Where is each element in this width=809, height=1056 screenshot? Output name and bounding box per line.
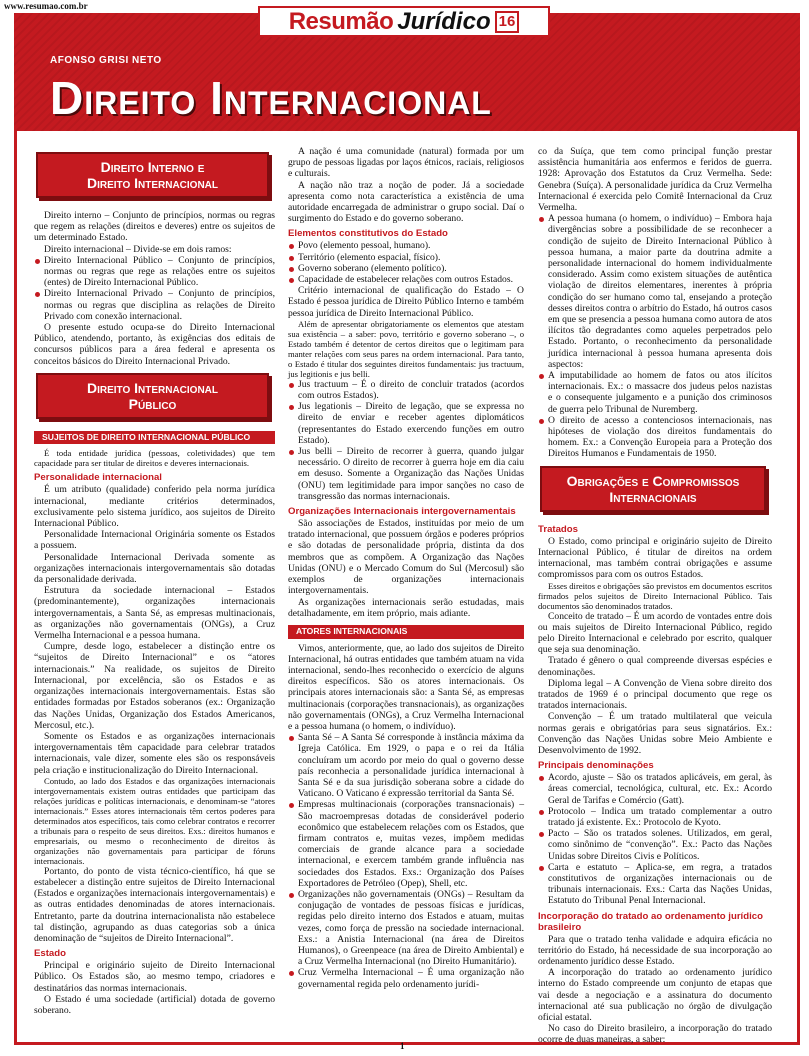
list-item: Cruz Vermelha Internacional – É uma organização não governamental regida pelo ordenamento jurídi- [288,967,524,989]
red-heading: Elementos constitutivos do Estado [288,228,448,240]
paragraph: Direito internacional – Divide-se em dois ramos: [44,243,232,255]
column-1 [34,146,275,1016]
paragraph: co da Suíça, que tem como principal função prestar assistência humanitária aos enfermos e feridos de guerra. 1928: Aprovação dos Estatutos da Cruz Vermelha. Sede: Genebra (Suíça). A personalidade jurídica da Cruz Vermelha Internacional é exercida pelo Comitê Internacional da Cruz Vermelha. [538,146,772,214]
paragraph: Cumpre, desde logo, estabelecer a distinção entre os “sujeitos de Direito Internacional” e os “atores internacionais.” Na realidade, os sujeitos de Direito Internacional, por excelência, são os Estados e as organizações internacionais intergovernamentais. Estas são entidades formadas por Estados soberanos (ex.: Organização das Nações Unidas, Organização dos Estados Americanos, Mercosul, etc.). [34,641,275,731]
list-item: Direito Internacional Privado – Conjunto de princípios, normas ou regras que disciplina as relações de Direito Privado com conexão internacional. [34,288,275,322]
paragraph: Somente os Estados e as organizações internacionais intergovernamentais têm capacidade para celebrar tratados internacionais, vale dizer, somente eles são os responsáveis pela criação e institucionalização do Direito Internacional. [34,730,275,776]
heading-line: Direito Internacional [86,175,219,191]
heading-line: Obrigações e Compromissos [566,472,740,489]
paragraph: Portanto, do ponto de vista técnico-científico, há que se estabelecer a distinção entre sujeitos de Direito Internacional (Estados e organizações internacionais intergovernamentais) e as outras entidades denominadas de atores internacionais. Entretanto, parte da doutrina internacionalista não estabelece tal distinção, agrupando as duas categorias sob a única denominação de “sujeitos de Direito Internacional”. [34,865,275,944]
list-item: Povo (elemento pessoal, humano). [288,240,524,251]
site-url[interactable]: www.resumao.com.br [4,1,88,11]
paragraph: Personalidade Internacional Originária somente os Estados a possuem. [34,529,275,552]
paragraph: É toda entidade jurídica (pessoas, coletividades) que tem capacidade para ser titular de direitos e deveres internacionais. [34,448,275,469]
list-item: Direito Internacional Público – Conjunto de princípios, normas ou regras que rege as relações entre os sujeitos (entes) de Direito Internacional Público. [34,255,275,289]
paragraph: As organizações internacionais serão estudadas, mais detalhadamente, em item próprio, mais adiante. [288,596,524,619]
list-item: A pessoa humana (o homem, o indivíduo) – Embora haja divergências sobre a possibilidade de se reconhecer a condição de sujeito de Direito Internacional Público à pessoa humana, a maior parte da doutrina admite a personalidade internacional do homem individualmente considerado. Assim como existem situações de autêntica violação de direitos elementares, inerentes à própria condição do ser humano como tal, ensejando a proteção desses direitos contra o arbítrio do Estado, há outros casos em que se presencia a pessoa humana como autora de atos ilícitos tão degradantes como aqueles perpetrados pelo Estado. Portanto, o reconhecimento da personalidade jurídica internacional à pessoa humana apresenta dois aspectos: [538,213,772,370]
bullet-list [538,772,772,906]
paragraph: Convenção – É um tratado multilateral que veicula normas gerais e obrigatórias para seus signatários. Ex.: Convenção das Nações Unidas sobre Meio Ambiente e Desenvolvimento de 1992. [538,711,772,756]
list-item: Território (elemento espacial, físico). [288,252,524,263]
list-item: Jus legationis – Direito de legação, que se expressa no direito de enviar e receber agentes diplomáticos (representantes do Estado exercendo funções em outro Estado). [288,401,524,446]
column-3 [538,146,772,1046]
paragraph: A nação não traz a noção de poder. Já a sociedade apresenta como nota característica a existência de uma autoridade encarregada de administrar o grupo social. Daí o surgimento do Estado e do governo soberano. [288,179,524,225]
bullet-list [538,213,772,459]
list-item: Governo soberano (elemento político). [288,263,524,274]
paragraph: Estrutura da sociedade internacional – Estados (predominantemente), organizações internacionais intergovernamentais, a Santa Sé, as empresas multinacionais, as organizações não governamentais (ONGs), a Cruz Vermelha Internacional e a pessoa humana. [34,585,275,642]
paragraph: O presente estudo ocupa-se do Direito Internacional Público, atendendo, portanto, às exigências dos editais de concursos públicos para a área federal e apresenta os conceitos básicos do Direito Internacional Privado. [34,322,275,367]
issue-number: 16 [495,11,520,33]
paragraph: Direito interno – Conjunto de princípios, normas ou regras que regem as relações (direitos e deveres) entre os sujeitos de um determinado Estado. [34,210,275,244]
paragraph: Para que o tratado tenha validade e adquira eficácia no território do Estado, há necessidade de sua incorporação ao ordenamento jurídico desse Estado. [538,933,772,967]
paragraph: Além de apresentar obrigatoriamente os elementos que atestam sua existência – a saber: povo, território e governo soberano –, o Estado também é detentor de certos direitos que o legitimam para manter relações com seus pares na ordem internacional. Para tanto, o Estado é titular dos seguintes direitos fundamentais: jus tractuum, jus legitionis e jus belli. [288,318,524,379]
heading-line: Internacionais [609,488,697,505]
bullet-list [288,240,524,285]
paragraph: São associações de Estados, instituídas por meio de um tratado internacional, que possuem órgãos e poderes próprios e são dotadas de personalidade própria, distinta da dos membros que as compõem. A Organização das Nações Unidas (ONU) e o Mercado Comum do Sul (Mercosul) são exemplos de organizações internacionais intergovernamentais. [288,518,524,597]
red-heading: Personalidade internacional [34,472,162,484]
paragraph: O Estado é uma sociedade (artificial) dotada de governo soberano. [34,993,275,1016]
heading-line: Direito Internacional [86,379,219,396]
paragraph: Contudo, ao lado dos Estados e das organizações internacionais intergovernamentais existem outras entidades que participam das relações jurídicas e políticas internacionais, e denominam-se “atores internacionais.” Esses atores internacionais têm certos poderes para determinados atos específicos, tais como celebrar contratos e recorrer a tribunais para o respeito de seus direitos. Exs.: direitos humanos e empresariais, ou mesmo o reconhecimento de direitos às organizações não governamentais para participar de fóruns internacionais. [34,775,275,866]
paragraph: Conceito de tratado – É um acordo de vontades entre dois ou mais sujeitos de Direito Internacional Público, regido pelo Direito Internacional e celebrado por escrito, qualquer que seja sua denominação. [538,610,772,656]
list-item: Empresas multinacionais (corporações transnacionais) – São macroempresas dotadas de considerável poderio econômico que estabelecem relações com os Estados, que firmam contratos e, muitas vezes, impõem medidas comerciais de grande alcance para a sociedade internacional, e exercem também grande influência nas sociedades dos Estados. Exs.: Organização dos Países Exportadores de Petróleo (Opep), Shell, etc. [288,799,524,889]
brand-logo [258,6,550,37]
list-item: Acordo, ajuste – São os tratados aplicáveis, em geral, às áreas comercial, tecnológica, cultural, etc. Ex.: Acordo Geral de Tarifas e Comércio (Gatt). [538,772,772,806]
bullet-list [288,379,524,502]
paragraph: Principal e originário sujeito de Direito Internacional Público. Os Estados são, ao mesmo tempo, criadores e destinatários das normas internacionais. [34,960,275,994]
brand-word-1: Resumão [288,7,394,35]
paragraph: Personalidade Internacional Derivada somente as organizações internacionais intergovernamentais são dotadas da personalidade derivada. [34,551,275,586]
author-name: AFONSO GRISI NETO [50,55,162,66]
list-item: Santa Sé – A Santa Sé corresponde à instância máxima da Igreja Católica. Em 1929, o papa e o rei da Itália concluíram um acordo por meio do qual o governo desse país reconhecia a personalidade jurídica internacional à Santa Sé e da sua jurisdição soberana sobre a cidade do Vaticano. O Vaticano é expressão territorial da Santa Sé. [288,732,524,799]
list-item: A imputabilidade ao homem de fatos ou atos ilícitos internacionais. Ex.: o massacre dos judeus pelos nazistas e o consequente julgamento e a punição dos criminosos de guerra pelo Tribunal de Nuremberg. [538,370,772,415]
subsection-bar: ATORES INTERNACIONAIS [288,625,524,639]
bullet-list [34,255,275,322]
list-item: Protocolo – Indica um tratado complementar a outro tratado já existente. Ex.: Protocolo de Kyoto. [538,806,772,828]
section-heading [36,152,269,198]
page-title: Direito Internacional [50,72,492,124]
list-item: Pacto – São os tratados solenes. Utilizados, em geral, como sinônimo de “convenção”. Ex.: Pacto das Nações Unidas sobre Direitos Civis e Políticos. [538,828,772,862]
paragraph: Esses direitos e obrigações são previstos em documentos escritos firmados pelos sujeitos de Direito Internacional Público. Tais documentos são denominados tratados. [538,580,772,611]
paragraph: Critério internacional de qualificação do Estado – O Estado é pessoa jurídica de Direito Público Interno e também pessoa jurídica de Direito Internacional Público. [288,285,524,319]
red-heading: Incorporação do tratado ao ordenamento jurídico brasileiro [538,910,763,933]
paragraph: O Estado, como principal e originário sujeito de Direito Internacional Público, é titular de direitos na ordem internacional, mas também contrai obrigações e assume compromissos para com os outros Estados. [538,535,772,581]
page-number: 1 [400,1041,405,1051]
list-item: Jus tractuum – É o direito de concluir tratados (acordos com outros Estados). [288,379,524,401]
column-2 [288,146,524,990]
bullet-list [288,732,524,990]
list-item: Jus belli – Direito de recorrer à guerra, quando julgar necessário. O direito de recorrer à guerra hoje em dia caiu em desuso. Somente a Organização das Nações Unidas (ONU) tem legitimidade para impor sanções no caso de transgressão das normas internacionais. [288,446,524,502]
heading-line: Público [128,395,177,412]
paragraph: A incorporação do tratado ao ordenamento jurídico interno do Estado compreende um conjunto de etapas que vai desde a negociação e a assinatura do documento internacional até sua publicação no órgão de divulgação oficial estatal. [538,967,772,1023]
paragraph: É um atributo (qualidade) conferido pela norma jurídica internacional, mediante critérios determinados, exclusivamente pelo sistema jurídico, aos sujeitos de Direito Internacional Público. [34,484,275,530]
paragraph: Diploma legal – A Convenção de Viena sobre direito dos tratados de 1969 é o principal documento que rege os tratados internacionais. [538,677,772,712]
subsection-bar: SUJEITOS DE DIREITO INTERNACIONAL PÚBLICO [34,431,275,445]
red-heading: Principais denominações [538,760,654,772]
heading-line: Direito Interno e [100,159,205,175]
section-heading [36,373,269,419]
brand-word-2: Jurídico [397,7,491,35]
list-item: Carta e estatuto – Aplica-se, em regra, a tratados constitutivos de organizações internacionais ou de tribunais internacionais. Exs.: Carta das Nações Unidas, Estatuto do Tribunal Penal Internacional. [538,862,772,907]
list-item: Organizações não governamentais (ONGs) – Resultam da conjugação de vontades de pessoas físicas e jurídicas, regidas pelo direito interno dos Estados e atuam, muitas vezes, como força de pressão na sociedade internacional. Exs.: a Anistia Internacional (na área de Direitos Humanos), o Greenpeace (na área de Direito Ambiental) e a Cruz Vermelha Internacional (no Direito Humanitário). [288,889,524,967]
paragraph: Tratado é gênero o qual compreende diversas espécies e denominações. [538,655,772,678]
section-heading [540,466,766,512]
list-item: O direito de acesso a contenciosos internacionais, nas hipóteses de violação dos direitos fundamentais do homem. Ex.: a Convenção Europeia para a Proteção dos Direitos Humanos e Fundamentais de 1950. [538,415,772,460]
list-item: Capacidade de estabelecer relações com outros Estados. [288,274,524,285]
red-heading: Tratados [538,523,578,535]
paragraph: No caso do Direito brasileiro, a incorporação do tratado ocorre de duas maneiras, a saber: [538,1023,772,1046]
paragraph: A nação é uma comunidade (natural) formada por um grupo de pessoas ligadas por laços étnicos, raciais, religiosos e culturais. [288,146,524,180]
paragraph: Vimos, anteriormente, que, ao lado dos sujeitos de Direito Internacional, há outras entidades que também atuam na vida internacional, sendo-lhes reconhecido o exercício de alguns direitos específicos. São os atores internacionais. Os principais atores internacionais são: a Santa Sé, as empresas multinacionais (corporações transnacionais), as organizações não governamentais (ONGs), a Cruz Vermelha Internacional e a pessoa humana (o homem, o indivíduo). [288,642,524,732]
red-heading: Estado [34,948,66,960]
red-heading: Organizações Internacionais intergovernamentais [288,506,516,518]
